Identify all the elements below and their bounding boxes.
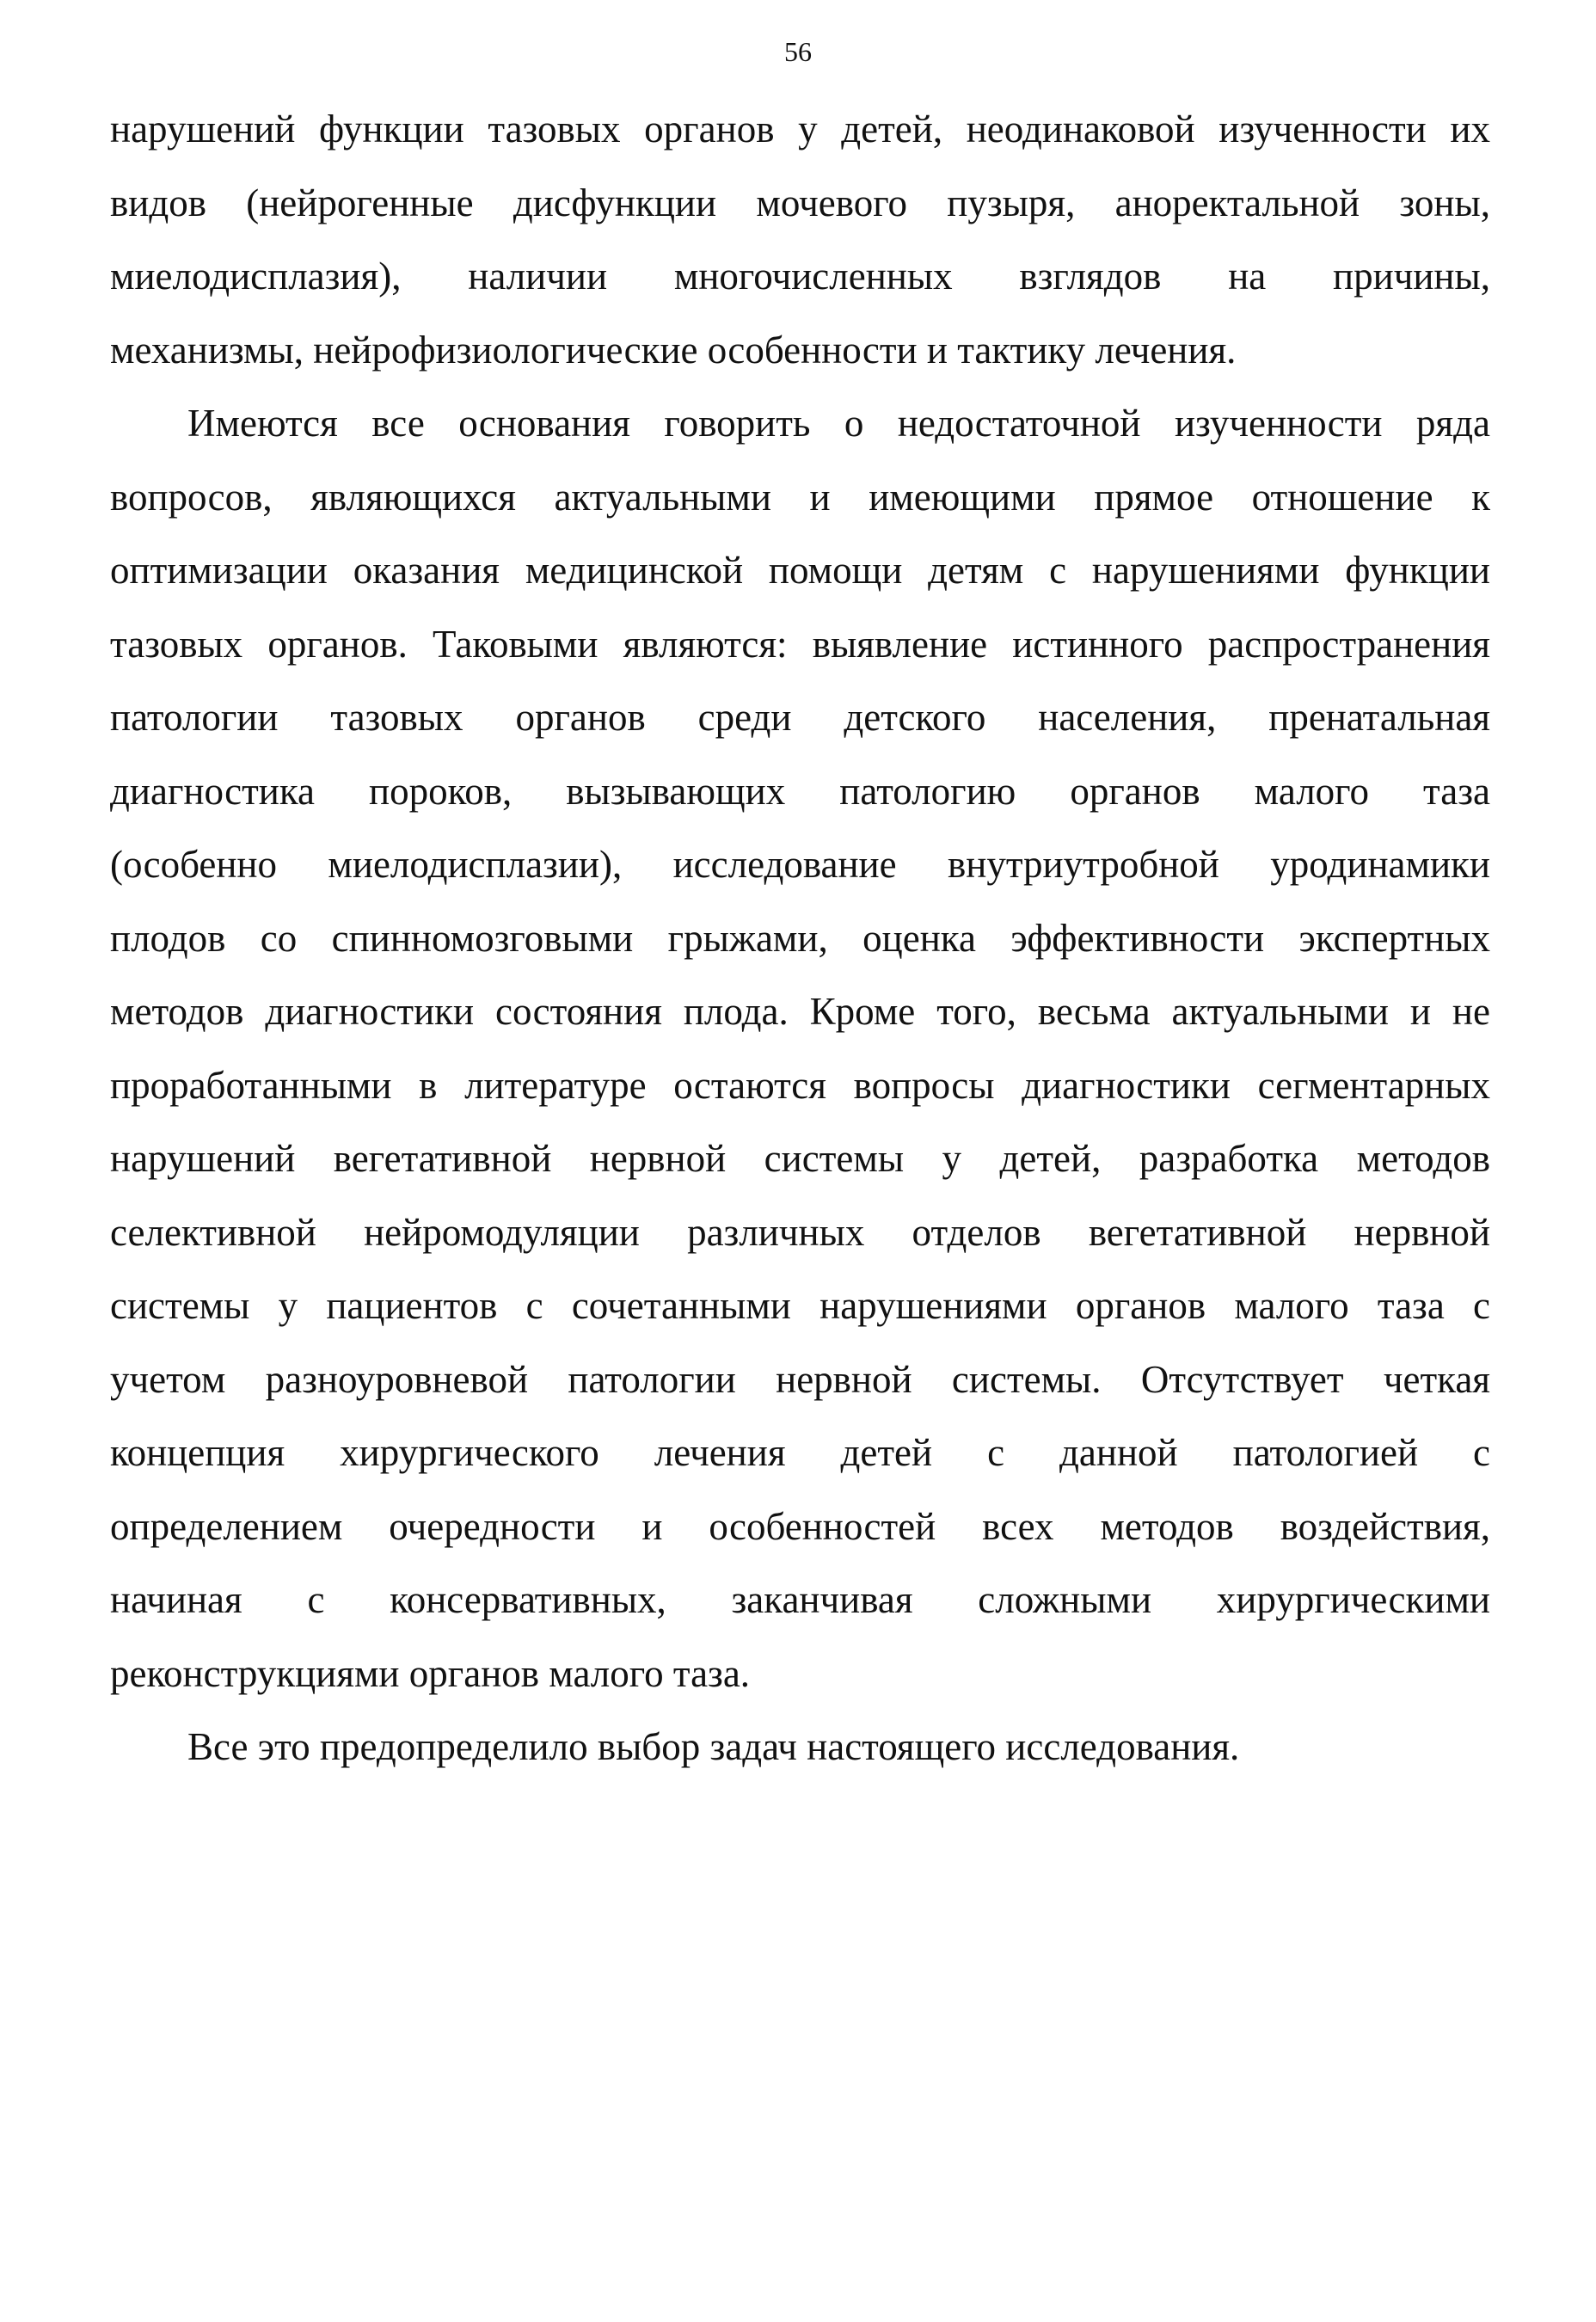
paragraph-2-line-16: определением очередности и особенностей всех методов воздействия, (110, 1504, 1490, 1548)
paragraph-2-line-5: патологии тазовых органов среди детского населения, пренатальная (110, 696, 1490, 739)
paragraph-2-line-10: проработанными в литературе остаются вопросы диагностики сегментарных (110, 1063, 1490, 1107)
paragraph-1-line-3: миелодисплазия), наличии многочисленных взглядов на причины, (110, 255, 1490, 298)
paragraph-2-line-3: оптимизации оказания медицинской помощи детям с нарушениями функции (110, 549, 1490, 592)
paragraph-1-line-1: нарушений функции тазовых органов у детей, неодинаковой изученности их (110, 108, 1490, 150)
paragraph-2-line-15: концепция хирургического лечения детей с данной патологией с (110, 1431, 1490, 1474)
paragraph-1-line-4: механизмы, нейрофизиологические особенности и тактику лечения. (110, 328, 1237, 372)
page-number: 56 (784, 36, 812, 67)
paragraph-2-line-18: реконструкциями органов малого таза. (110, 1651, 751, 1695)
paragraph-3-line-1: Все это предопределило выбор задач настоящего исследования. (187, 1725, 1240, 1768)
paragraph-2-line-14: учетом разноуровневой патологии нервной системы. Отсутствует четкая (110, 1357, 1490, 1401)
paragraph-2-line-7: (особенно миелодисплазии), исследование внутриутробной уродинамики (110, 843, 1490, 886)
paragraph-2-line-4: тазовых органов. Таковыми являются: выявление истинного распространения (110, 622, 1490, 666)
paragraph-1-line-2: видов (нейрогенные дисфункции мочевого пузыря, аноректальной зоны, (110, 181, 1490, 224)
paragraph-2-line-6: диагностика пороков, вызывающих патологию органов малого таза (110, 769, 1490, 813)
paragraph-2-line-2: вопросов, являющихся актуальными и имеющими прямое отношение к (110, 475, 1490, 519)
paragraph-2-line-1: Имеются все основания говорить о недостаточной изученности ряда (187, 402, 1490, 445)
paragraph-2-line-8: плодов со спинномозговыми грыжами, оценка эффективности экспертных (110, 916, 1490, 960)
paragraph-2-line-9: методов диагностики состояния плода. Кроме того, весьма актуальными и не (110, 990, 1490, 1033)
paragraph-2-line-12: селективной нейромодуляции различных отделов вегетативной нервной (110, 1210, 1490, 1254)
paragraph-2-line-17: начиная с консервативных, заканчивая сложными хирургическими (110, 1578, 1490, 1621)
document-body (110, 93, 1490, 1784)
paragraph-2-line-13: системы у пациентов с сочетанными нарушениями органов малого таза с (110, 1284, 1490, 1327)
paragraph-2-line-11: нарушений вегетативной нервной системы у детей, разработка методов (110, 1137, 1490, 1180)
